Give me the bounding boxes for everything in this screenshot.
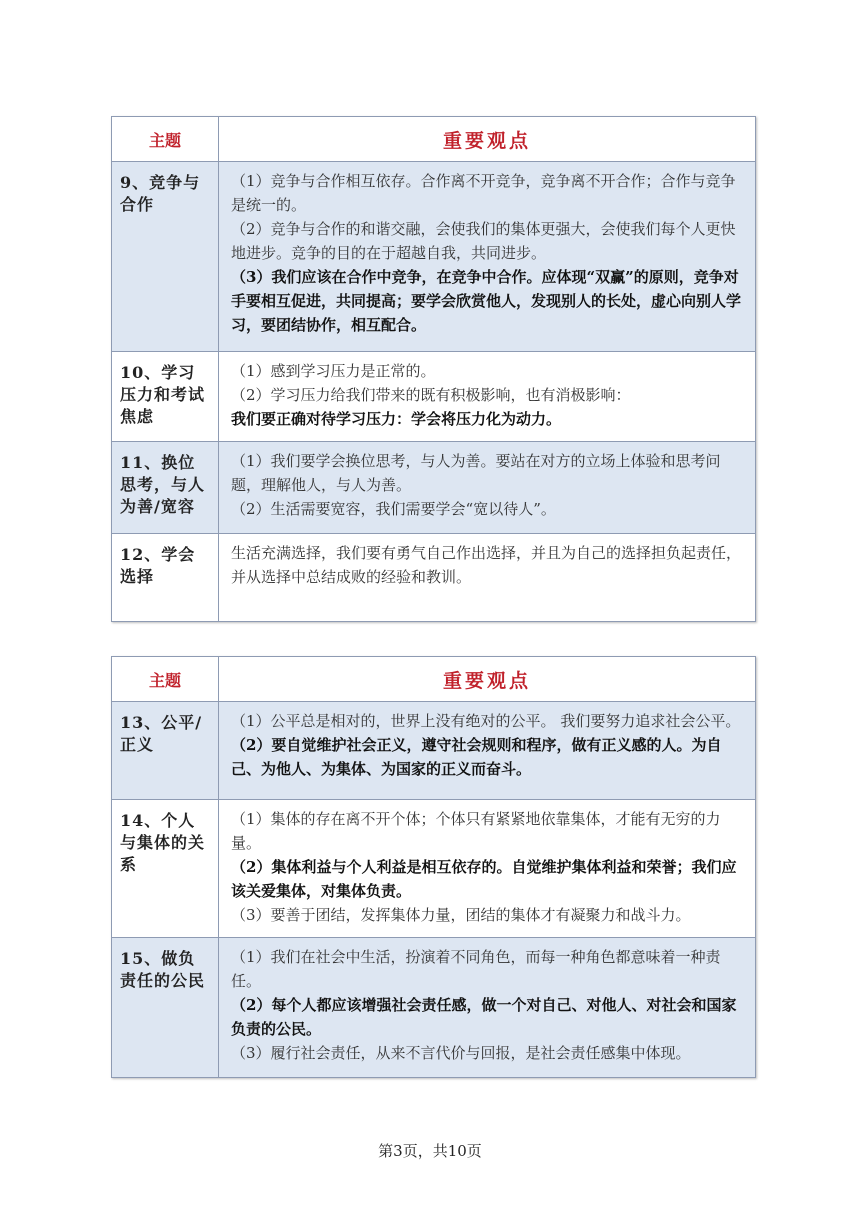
- view-paragraph: （3）我们应该在合作中竞争，在竞争中合作。应体现“双赢”的原则，竞争对手要相互促进，共同提高；要学会欣赏他人，发现别人的长处，虚心向别人学习，要团结协作，相互配合。: [231, 268, 742, 334]
- view-paragraph: 生活充满选择，我们要有勇气自己作出选择，并且为自己的选择担负起责任，并从选择中总结成败的经验和教训。: [231, 544, 742, 586]
- view-paragraph: （2）每个人都应该增强社会责任感，做一个对自己、对他人、对社会和国家负责的公民。: [231, 996, 737, 1038]
- row-topic: 13、公平/正义: [112, 702, 219, 800]
- header-topic: 主题: [112, 657, 219, 702]
- view-paragraph: （3）要善于团结，发挥集体力量，团结的集体才有凝聚力和战斗力。: [231, 906, 691, 924]
- view-paragraph: （1）我们在社会中生活，扮演着不同角色，而每一种角色都意味着一种责任。: [231, 948, 721, 990]
- row-view: [219, 352, 756, 442]
- row-view: [219, 442, 756, 534]
- table-row: [112, 162, 756, 352]
- page-number: 第3页，共10页: [378, 1142, 482, 1160]
- view-paragraph: （1）竞争与合作相互依存。合作离不开竞争，竞争离不开合作；合作与竞争是统一的。: [231, 172, 736, 214]
- row-view: [219, 800, 756, 938]
- header-view: 重要观点: [219, 117, 756, 162]
- view-paragraph: （2）要自觉维护社会正义，遵守社会规则和程序，做有正义感的人。为自己、为他人、为集体、为国家的正义而奋斗。: [231, 736, 722, 778]
- view-paragraph: （1）感到学习压力是正常的。: [231, 362, 436, 380]
- table-row: [112, 352, 756, 442]
- table-row: [112, 442, 756, 534]
- view-paragraph: （2）学习压力给我们带来的既有积极影响，也有消极影响：: [231, 386, 631, 404]
- row-topic: 11、换位思考，与人为善/宽容: [112, 442, 219, 534]
- viewpoints-table-2: [111, 656, 756, 1078]
- row-topic: 10、学习压力和考试焦虑: [112, 352, 219, 442]
- header-topic: 主题: [112, 117, 219, 162]
- view-paragraph: （1）公平总是相对的，世界上没有绝对的公平。 我们要努力追求社会公平。: [231, 712, 741, 730]
- table-header-row: [112, 657, 756, 702]
- view-paragraph: （3）履行社会责任，从来不言代价与回报，是社会责任感集中体现。: [231, 1044, 691, 1062]
- table-row: [112, 938, 756, 1078]
- row-view: [219, 534, 756, 622]
- view-paragraph: （1）我们要学会换位思考，与人为善。要站在对方的立场上体验和思考问题，理解他人，与人为善。: [231, 452, 721, 494]
- row-topic: 15、做负责任的公民: [112, 938, 219, 1078]
- table-header-row: [112, 117, 756, 162]
- header-view: 重要观点: [219, 657, 756, 702]
- table-row: [112, 800, 756, 938]
- table-row: [112, 534, 756, 622]
- view-paragraph: （2）竞争与合作的和谐交融，会使我们的集体更强大，会使我们每个人更快地进步。竞争的目的在于超越自我，共同进步。: [231, 220, 736, 262]
- view-paragraph: （1）集体的存在离不开个体；个体只有紧紧地依靠集体，才能有无穷的力量。: [231, 810, 721, 852]
- viewpoints-table-1: [111, 116, 756, 622]
- row-topic: 14、个人与集体的关系: [112, 800, 219, 938]
- row-view: [219, 938, 756, 1078]
- row-view: [219, 162, 756, 352]
- view-paragraph: （2）集体利益与个人利益是相互依存的。自觉维护集体利益和荣誉；我们应该关爱集体，对集体负责。: [231, 858, 737, 900]
- row-topic: 9、竞争与合作: [112, 162, 219, 352]
- view-paragraph: （2）生活需要宽容，我们需要学会“宽以待人”。: [231, 500, 556, 518]
- view-paragraph: 我们要正确对待学习压力：学会将压力化为动力。: [231, 410, 562, 428]
- row-view: [219, 702, 756, 800]
- row-topic: 12、学会选择: [112, 534, 219, 622]
- table-row: [112, 702, 756, 800]
